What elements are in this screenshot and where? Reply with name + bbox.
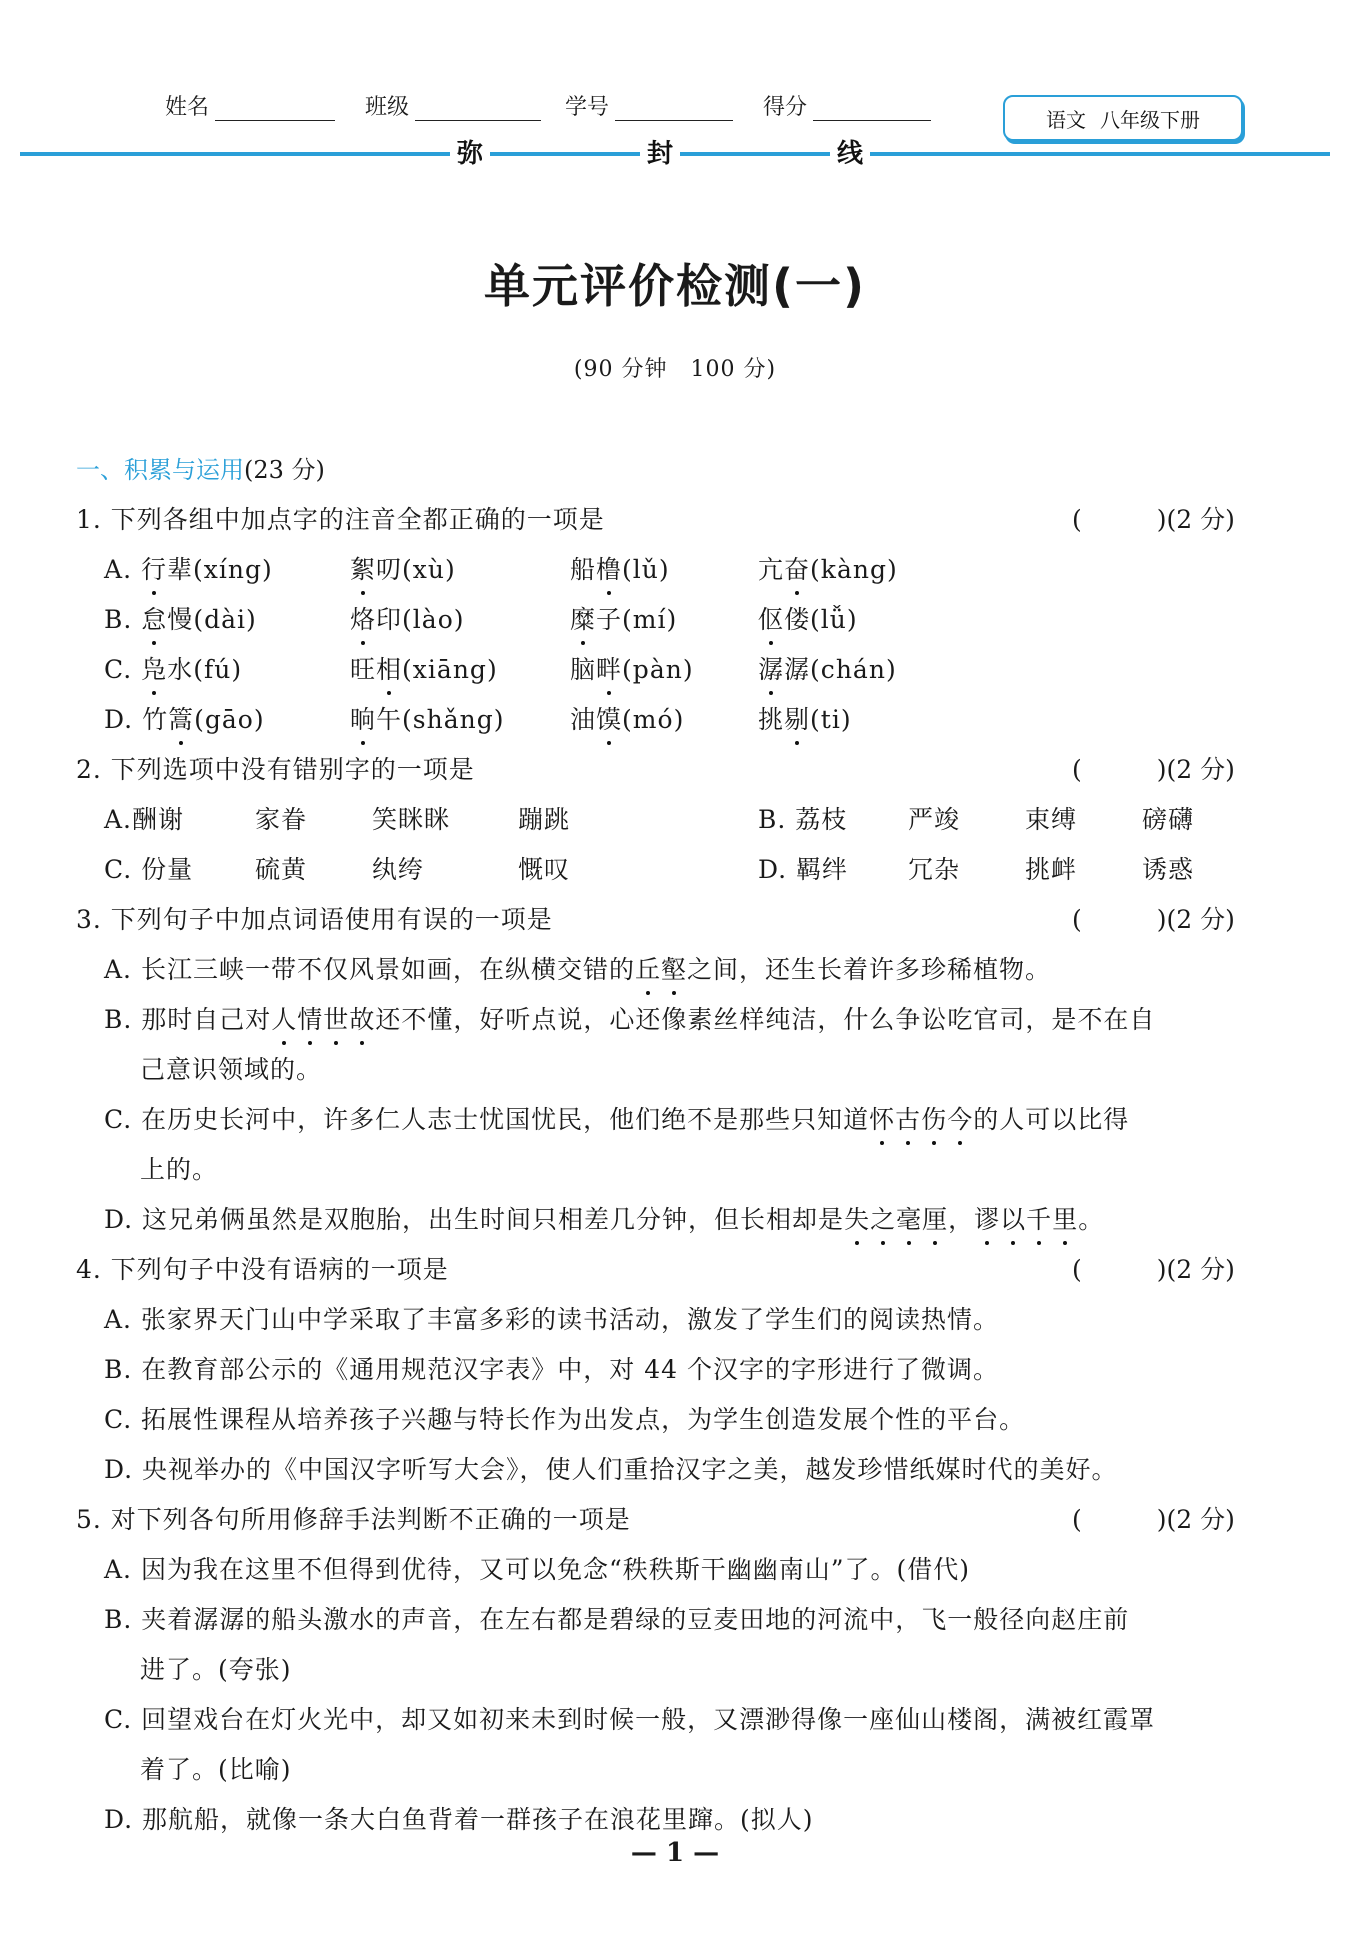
q1-stem: 1. 下列各组中加点字的注音全都正确的一项是 [76, 505, 605, 534]
class-label: 班级 [365, 95, 410, 120]
score-field[interactable] [763, 90, 931, 121]
seal-char-3: 线 [830, 137, 870, 171]
name-field[interactable] [165, 90, 335, 121]
q1-option-a-word-3: 船橹(lǔ) [570, 550, 670, 586]
q2-word-1[interactable]: A.酬谢 [104, 805, 185, 834]
q3-c-dotted-char: 伤 [921, 1100, 947, 1136]
q2-word-12: 慨叹 [518, 855, 571, 884]
q3-d-dotted-char: 里 [1052, 1200, 1078, 1236]
q1-option-c-word-2: 旺相(xiāng) [350, 650, 498, 686]
q3-a-dotted-char: 丘 [635, 950, 661, 986]
page-title: 单元评价检测(一) [483, 259, 867, 313]
q3-c-text: C. 在历史长河中，许多仁人志士忧国忧民，他们绝不是那些只知道 [104, 1105, 870, 1134]
student-id-field[interactable] [565, 90, 733, 121]
q5-option-a[interactable]: A. 因为我在这里不但得到优待，又可以免念“秩秩斯干幽幽南山”了。(借代) [104, 1555, 971, 1584]
q3-b-text-end: 还不懂，好听点说，心还像素丝样纯洁，什么争讼吃官司，是不在自 [375, 1005, 1156, 1034]
q1-option-c-word-4: 潺潺(chán) [758, 650, 897, 686]
q4-option-c[interactable]: C. 拓展性课程从培养孩子兴趣与特长作为出发点，为学生创造发展个性的平台。 [104, 1405, 1026, 1434]
q3-option-b[interactable] [104, 1000, 1155, 1036]
q1-option-b-word-4: 伛偻(lǚ) [758, 600, 858, 636]
q4-answer-slot[interactable]: ( )(2 分) [1072, 1255, 1235, 1284]
q3-option-d[interactable] [104, 1200, 1104, 1236]
q1-option-c-word-1[interactable]: C. 凫水(fú) [104, 650, 242, 686]
subject-text: 语文 [1046, 107, 1086, 132]
q3-c-dotted-char: 今 [947, 1100, 973, 1136]
q3-b-dotted-char: 人 [271, 1000, 297, 1036]
q3-a-dotted [635, 955, 687, 984]
q4-option-a[interactable]: A. 张家界天门山中学采取了丰富多彩的读书活动，激发了学生们的阅读热情。 [104, 1305, 999, 1334]
student-id-label: 学号 [565, 95, 610, 120]
q5-stem: 5. 对下列各句所用修辞手法判断不正确的一项是 [76, 1505, 631, 1534]
score-label: 得分 [763, 95, 808, 120]
q3-d-text: D. 这兄弟俩虽然是双胞胎，出生时间只相差几分钟，但长相却是 [104, 1205, 845, 1234]
q3-b-text: B. 那时自己对 [104, 1005, 272, 1034]
q3-answer-slot[interactable]: ( )(2 分) [1072, 905, 1235, 934]
q3-d-dotted-char: 谬 [974, 1200, 1000, 1236]
q2-word-7: 束缚 [1025, 805, 1078, 834]
q2-answer-slot[interactable]: ( )(2 分) [1072, 755, 1235, 784]
q3-b-dotted-char: 情 [297, 1000, 323, 1036]
q2-word-13[interactable]: D. 羁绊 [758, 855, 849, 884]
q2-word-16: 诱惑 [1142, 855, 1195, 884]
q2-word-9[interactable]: C. 份量 [104, 855, 194, 884]
class-field[interactable] [365, 90, 541, 121]
q1-option-d-word-4: 挑剔(ti) [758, 700, 852, 736]
q2-word-15: 挑衅 [1025, 855, 1078, 884]
q3-option-a[interactable] [104, 950, 1051, 986]
q3-option-c-cont: 上的。 [140, 1155, 219, 1184]
q3-a-text: A. 长江三峡一带不仅风景如画，在纵横交错的 [104, 955, 635, 984]
section-heading [76, 450, 325, 485]
q3-c-dotted-char: 怀 [869, 1100, 895, 1136]
q2-word-2: 家眷 [255, 805, 308, 834]
page-number: — 1 — [630, 1838, 720, 1868]
q5-option-b-cont: 进了。(夸张) [140, 1655, 292, 1684]
q3-d-dotted-char: ， [948, 1205, 975, 1234]
q1-answer-slot[interactable]: ( )(2 分) [1072, 505, 1235, 534]
q3-d-text-end: 。 [1078, 1205, 1105, 1234]
q3-d-dotted-char: 千 [1026, 1200, 1052, 1236]
q2-word-6: 严竣 [908, 805, 961, 834]
q5-answer-slot[interactable]: ( )(2 分) [1072, 1505, 1235, 1534]
q3-d-dotted-char: 之 [870, 1200, 896, 1236]
q4-stem: 4. 下列句子中没有语病的一项是 [76, 1255, 449, 1284]
q2-word-5[interactable]: B. 荔枝 [758, 805, 848, 834]
q2-word-8: 磅礴 [1142, 805, 1195, 834]
student-info-row [165, 90, 985, 130]
seal-char-2: 封 [640, 137, 680, 171]
q3-d-dotted-char: 失 [844, 1200, 870, 1236]
q5-option-b[interactable]: B. 夹着潺潺的船头激水的声音，在左右都是碧绿的豆麦田地的河流中，飞一般径向赵庄前 [104, 1605, 1130, 1634]
q3-option-b-cont: 己意识领域的。 [140, 1055, 323, 1084]
q3-d-dotted [844, 1205, 1078, 1234]
q3-c-text-end: 的人可以比得 [973, 1105, 1130, 1134]
q2-stem: 2. 下列选项中没有错别字的一项是 [76, 755, 475, 784]
q5-option-d[interactable]: D. 那航船，就像一条大白鱼背着一群孩子在浪花里蹿。(拟人) [104, 1805, 814, 1834]
q1-option-a-word-2: 絮叨(xù) [350, 550, 456, 586]
q3-c-dotted [869, 1105, 973, 1134]
q2-word-10: 硫黄 [255, 855, 308, 884]
q3-stem: 3. 下列句子中加点词语使用有误的一项是 [76, 905, 553, 934]
q3-d-dotted-char: 以 [1000, 1200, 1026, 1236]
score-blank[interactable] [813, 94, 931, 121]
q4-option-d[interactable]: D. 央视举办的《中国汉字听写大会》，使人们重拾汉字之美，越发珍惜纸媒时代的美好。 [104, 1455, 1118, 1484]
q2-word-14: 冗杂 [908, 855, 961, 884]
name-label: 姓名 [165, 95, 210, 120]
q5-option-c-cont: 着了。(比喻) [140, 1755, 292, 1784]
q1-option-d-word-1[interactable]: D. 竹篙(gāo) [104, 700, 265, 736]
student-id-blank[interactable] [615, 94, 733, 121]
q1-option-d-word-2: 晌午(shǎng) [350, 700, 505, 736]
q1-option-b-word-2: 烙印(lào) [350, 600, 465, 636]
q1-option-b-word-3: 糜子(mí) [570, 600, 677, 636]
subject-badge [1003, 95, 1243, 141]
q1-option-c-word-3: 脑畔(pàn) [570, 650, 694, 686]
section-points: (23 分) [244, 456, 325, 484]
q1-option-a-word-4: 亢奋(kàng) [758, 550, 898, 586]
q1-option-b-word-1[interactable]: B. 怠慢(dài) [104, 600, 257, 636]
q3-b-dotted-char: 故 [349, 1000, 375, 1036]
q2-word-11: 纨绔 [372, 855, 425, 884]
q3-a-dotted-char: 壑 [661, 950, 687, 986]
q1-option-a-word-1[interactable]: A. 行辈(xíng) [104, 550, 273, 586]
q1-option-d-word-3: 油馍(mó) [570, 700, 684, 736]
time-score: (90 分钟 100 分) [573, 357, 777, 382]
q4-option-b[interactable]: B. 在教育部公示的《通用规范汉字表》中，对 44 个汉字的字形进行了微调。 [104, 1355, 999, 1384]
q3-b-dotted-char: 世 [323, 1000, 349, 1036]
class-blank[interactable] [415, 94, 541, 121]
q3-a-text-end: 之间，还生长着许多珍稀植物。 [686, 955, 1051, 984]
q2-word-3: 笑眯眯 [372, 805, 451, 834]
q3-option-c[interactable] [104, 1100, 1129, 1136]
seal-char-1: 弥 [450, 137, 490, 171]
name-blank[interactable] [215, 94, 335, 121]
section-title: 一、积累与运用 [76, 456, 244, 484]
q3-b-dotted [271, 1005, 375, 1034]
q3-d-dotted-char: 毫 [896, 1200, 922, 1236]
q3-c-dotted-char: 古 [895, 1100, 921, 1136]
q3-d-dotted-char: 厘 [922, 1200, 948, 1236]
grade-text: 八年级下册 [1100, 107, 1200, 132]
q5-option-c[interactable]: C. 回望戏台在灯火光中，却又如初来未到时候一般，又漂渺得像一座仙山楼阁，满被红霞罩 [104, 1705, 1156, 1734]
q2-word-4: 蹦跳 [518, 805, 571, 834]
